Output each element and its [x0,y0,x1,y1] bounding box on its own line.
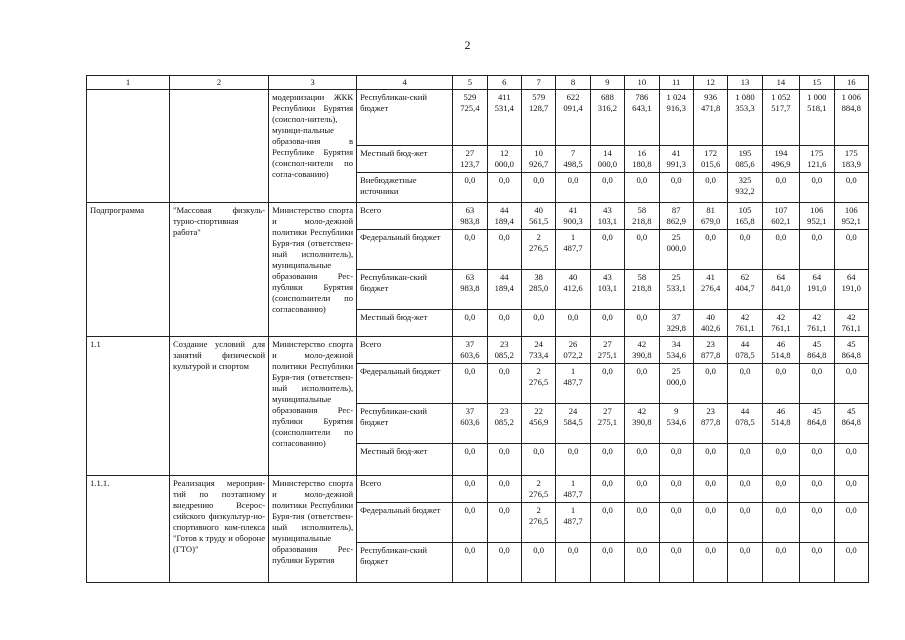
funding-source: Республикан-ский бюджет [357,543,453,583]
value-cell: 0,0 [487,364,521,404]
value-cell: 0,0 [693,230,727,270]
funding-source: Республикан-ский бюджет [357,404,453,444]
value-cell: 87 862,9 [659,203,693,230]
value-cell: 24 733,4 [521,337,555,364]
item-name: Создание условий для занятий физической культурой и спортом [169,337,268,476]
value-cell: 0,0 [659,543,693,583]
value-cell: 172 015,6 [693,146,727,173]
value-cell: 0,0 [659,476,693,503]
value-cell: 194 496,9 [762,146,799,173]
value-cell: 0,0 [625,503,659,543]
value-cell: 0,0 [453,543,487,583]
value-cell: 1 024 916,3 [659,90,693,146]
value-cell: 1 487,7 [556,503,590,543]
value-cell: 23 085,2 [487,337,521,364]
value-cell: 0,0 [453,173,487,203]
value-cell: 23 877,8 [693,337,727,364]
value-cell: 0,0 [487,310,521,337]
value-cell: 16 180,8 [625,146,659,173]
value-cell: 0,0 [728,543,762,583]
value-cell: 0,0 [521,173,555,203]
value-cell: 688 316,2 [590,90,624,146]
value-cell: 0,0 [453,503,487,543]
value-cell: 0,0 [800,476,834,503]
value-cell: 0,0 [659,444,693,476]
item-code: 1.1 [87,337,170,476]
value-cell: 0,0 [556,543,590,583]
value-cell: 0,0 [800,364,834,404]
value-cell: 1 000 518,1 [800,90,834,146]
value-cell: 0,0 [728,503,762,543]
value-cell: 26 072,2 [556,337,590,364]
value-cell: 0,0 [800,503,834,543]
column-header: 2 [169,76,268,90]
value-cell: 0,0 [487,230,521,270]
value-cell: 0,0 [453,230,487,270]
value-cell: 0,0 [834,476,868,503]
value-cell: 40 412,6 [556,270,590,310]
value-cell: 0,0 [487,503,521,543]
value-cell: 0,0 [453,364,487,404]
value-cell: 0,0 [728,476,762,503]
value-cell: 45 864,8 [800,404,834,444]
value-cell: 0,0 [834,230,868,270]
column-header: 11 [659,76,693,90]
value-cell: 0,0 [800,230,834,270]
value-cell: 0,0 [453,444,487,476]
item-name [169,90,268,203]
value-cell: 2 276,5 [521,476,555,503]
value-cell: 0,0 [834,173,868,203]
value-cell: 81 679,0 [693,203,727,230]
value-cell: 22 456,9 [521,404,555,444]
value-cell: 7 498,5 [556,146,590,173]
funding-source: Федеральный бюджет [357,503,453,543]
value-cell: 10 926,7 [521,146,555,173]
value-cell: 42 761,1 [834,310,868,337]
value-cell: 46 514,8 [762,337,799,364]
value-cell: 24 584,5 [556,404,590,444]
value-cell: 325 932,2 [728,173,762,203]
value-cell: 105 165,8 [728,203,762,230]
value-cell: 41 900,3 [556,203,590,230]
value-cell: 27 123,7 [453,146,487,173]
value-cell: 0,0 [453,476,487,503]
funding-source: Федеральный бюджет [357,230,453,270]
value-cell: 64 841,0 [762,270,799,310]
value-cell: 38 285,0 [521,270,555,310]
value-cell: 0,0 [762,230,799,270]
value-cell: 58 218,8 [625,270,659,310]
value-cell: 0,0 [453,310,487,337]
value-cell: 46 514,8 [762,404,799,444]
value-cell: 107 602,1 [762,203,799,230]
value-cell: 0,0 [800,444,834,476]
column-header: 6 [487,76,521,90]
value-cell: 64 191,0 [834,270,868,310]
value-cell: 0,0 [590,543,624,583]
value-cell: 1 080 353,3 [728,90,762,146]
value-cell: 25 533,1 [659,270,693,310]
funding-source: Внебюджетные источники [357,173,453,203]
value-cell: 0,0 [487,543,521,583]
value-cell: 0,0 [659,173,693,203]
value-cell: 45 864,8 [834,404,868,444]
value-cell: 42 390,8 [625,404,659,444]
value-cell: 12 000,0 [487,146,521,173]
value-cell: 0,0 [521,444,555,476]
value-cell: 0,0 [521,543,555,583]
value-cell: 34 534,6 [659,337,693,364]
value-cell: 42 761,1 [800,310,834,337]
executor: Министерство спорта и моло-дежной политики Республики Буря-тия (ответствен-ный исполнитель), муниципальные образования Рес-публики Бурятия (соисполнители по согласованию) [269,337,357,476]
value-cell: 23 085,2 [487,404,521,444]
value-cell: 195 085,6 [728,146,762,173]
column-header: 9 [590,76,624,90]
value-cell: 40 402,6 [693,310,727,337]
table-row [87,90,869,146]
column-header: 7 [521,76,555,90]
funding-source: Местный бюд-жет [357,310,453,337]
column-header: 16 [834,76,868,90]
value-cell: 42 761,1 [728,310,762,337]
value-cell: 25 000,0 [659,230,693,270]
funding-source: Федеральный бюджет [357,364,453,404]
value-cell: 622 091,4 [556,90,590,146]
value-cell: 0,0 [625,476,659,503]
column-header: 1 [87,76,170,90]
column-header: 13 [728,76,762,90]
table-row [87,203,869,230]
value-cell: 0,0 [693,444,727,476]
value-cell: 27 275,1 [590,404,624,444]
value-cell: 0,0 [762,503,799,543]
value-cell: 106 952,1 [834,203,868,230]
value-cell: 0,0 [693,476,727,503]
item-name: "Массовая физкуль-турно-спортивная работа" [169,203,268,337]
column-header: 10 [625,76,659,90]
value-cell: 0,0 [625,173,659,203]
value-cell: 0,0 [487,476,521,503]
value-cell: 0,0 [590,444,624,476]
value-cell: 42 761,1 [762,310,799,337]
value-cell: 0,0 [834,503,868,543]
value-cell: 0,0 [834,364,868,404]
executor: Министерство спорта и моло-дежной политики Республики Буря-тия (ответствен-ный исполнитель), муниципальные образования Рес-публики Бурятия (соисполнители по согласованию) [269,203,357,337]
value-cell: 1 487,7 [556,230,590,270]
value-cell: 27 275,1 [590,337,624,364]
value-cell: 0,0 [521,310,555,337]
value-cell: 63 983,8 [453,203,487,230]
value-cell: 2 276,5 [521,364,555,404]
value-cell: 44 189,4 [487,270,521,310]
column-header: 14 [762,76,799,90]
column-header: 12 [693,76,727,90]
value-cell: 0,0 [728,364,762,404]
value-cell: 37 603,6 [453,337,487,364]
value-cell: 23 877,8 [693,404,727,444]
value-cell: 0,0 [590,476,624,503]
value-cell: 2 276,5 [521,503,555,543]
column-header: 4 [357,76,453,90]
funding-source: Республикан-ский бюджет [357,270,453,310]
value-cell: 0,0 [556,444,590,476]
value-cell: 106 952,1 [800,203,834,230]
value-cell: 0,0 [693,173,727,203]
funding-source: Местный бюд-жет [357,146,453,173]
value-cell: 44 078,5 [728,337,762,364]
value-cell: 0,0 [728,444,762,476]
value-cell: 64 191,0 [800,270,834,310]
value-cell: 1 006 884,8 [834,90,868,146]
value-cell: 0,0 [487,173,521,203]
budget-table [86,75,869,583]
value-cell: 1 487,7 [556,364,590,404]
value-cell: 43 103,1 [590,203,624,230]
value-cell: 0,0 [762,444,799,476]
executor: Министерство спорта и моло-дежной политики Республики Буря-тия (ответствен-ный исполнитель), муниципальные образования Рес-публики Бурятия [269,476,357,583]
value-cell: 0,0 [590,503,624,543]
value-cell: 0,0 [762,173,799,203]
value-cell: 0,0 [693,364,727,404]
value-cell: 9 534,6 [659,404,693,444]
value-cell: 44 189,4 [487,203,521,230]
item-code: 1.1.1. [87,476,170,583]
value-cell: 0,0 [556,310,590,337]
value-cell: 0,0 [556,173,590,203]
executor: модернизации ЖКК Республики Бурятия (соиспол-нитель), муници-пальные образова-ния в Республике Бурятия (соиспол-нители по согла-сованию) [269,90,357,203]
value-cell: 0,0 [625,310,659,337]
value-cell: 411 531,4 [487,90,521,146]
value-cell: 0,0 [728,230,762,270]
value-cell: 0,0 [590,364,624,404]
header-row [87,76,869,90]
value-cell: 1 052 517,7 [762,90,799,146]
funding-source: Республикан-ский бюджет [357,90,453,146]
value-cell: 44 078,5 [728,404,762,444]
table-row [87,476,869,503]
value-cell: 43 103,1 [590,270,624,310]
value-cell: 42 390,8 [625,337,659,364]
column-header: 8 [556,76,590,90]
value-cell: 0,0 [834,543,868,583]
value-cell: 0,0 [800,173,834,203]
value-cell: 0,0 [625,444,659,476]
value-cell: 2 276,5 [521,230,555,270]
item-code [87,90,170,203]
value-cell: 0,0 [590,230,624,270]
value-cell: 0,0 [590,310,624,337]
funding-source: Всего [357,476,453,503]
value-cell: 0,0 [800,543,834,583]
table-row [87,337,869,364]
value-cell: 41 991,3 [659,146,693,173]
value-cell: 37 329,8 [659,310,693,337]
value-cell: 175 121,6 [800,146,834,173]
value-cell: 579 128,7 [521,90,555,146]
funding-source: Всего [357,337,453,364]
value-cell: 0,0 [762,476,799,503]
value-cell: 936 471,8 [693,90,727,146]
value-cell: 58 218,8 [625,203,659,230]
value-cell: 37 603,6 [453,404,487,444]
value-cell: 0,0 [590,173,624,203]
column-header: 5 [453,76,487,90]
value-cell: 0,0 [659,503,693,543]
value-cell: 14 000,0 [590,146,624,173]
value-cell: 40 561,5 [521,203,555,230]
value-cell: 41 276,4 [693,270,727,310]
funding-source: Всего [357,203,453,230]
value-cell: 0,0 [693,543,727,583]
funding-source: Местный бюд-жет [357,444,453,476]
item-name: Реализация мероприя-тий по поэтапному внедрению Всерос-сийского физкультур-но-спортивного ком-плекса "Готов к труду и обороне (ГТО)" [169,476,268,583]
value-cell: 0,0 [625,364,659,404]
value-cell: 25 000,0 [659,364,693,404]
value-cell: 63 983,8 [453,270,487,310]
page-number: 2 [464,38,471,52]
value-cell: 786 643,1 [625,90,659,146]
value-cell: 1 487,7 [556,476,590,503]
value-cell: 45 864,8 [800,337,834,364]
value-cell: 0,0 [762,543,799,583]
value-cell: 0,0 [625,543,659,583]
value-cell: 45 864,8 [834,337,868,364]
value-cell: 0,0 [762,364,799,404]
column-header: 3 [269,76,357,90]
value-cell: 175 183,9 [834,146,868,173]
value-cell: 0,0 [487,444,521,476]
item-code: Подпрограмма [87,203,170,337]
value-cell: 62 404,7 [728,270,762,310]
value-cell: 0,0 [625,230,659,270]
value-cell: 0,0 [834,444,868,476]
value-cell: 0,0 [693,503,727,543]
column-header: 15 [800,76,834,90]
value-cell: 529 725,4 [453,90,487,146]
